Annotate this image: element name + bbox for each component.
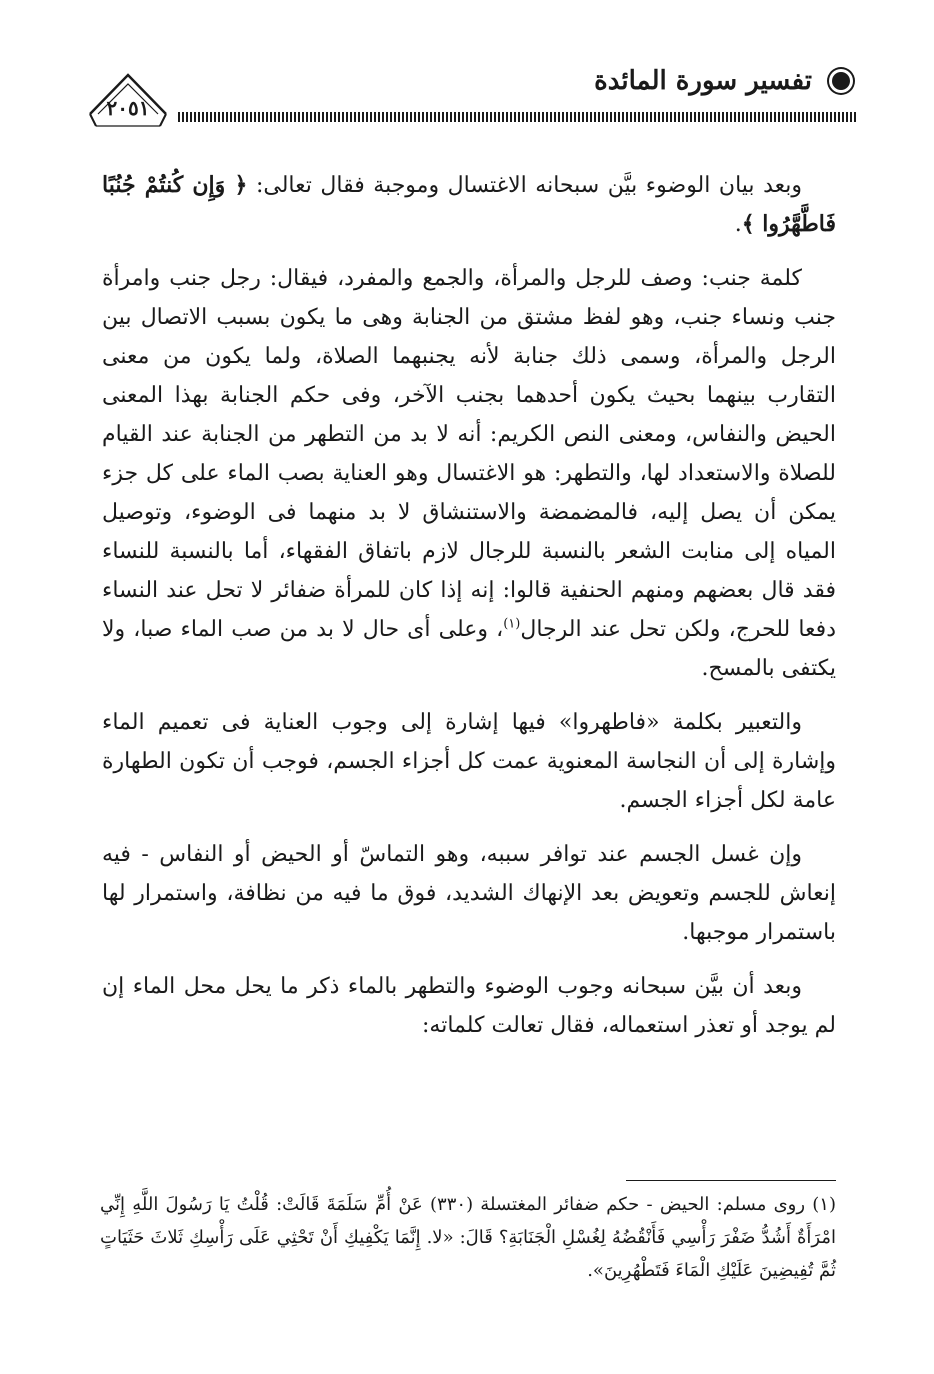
page-number: ٢٠٥١ bbox=[106, 96, 150, 120]
paragraph-2: كلمة جنب: وصف للرجل والمرأة، والجمع والمفرد، فيقال: رجل جنب وامرأة جنب ونساء جنب، وهو لفظ مشتق من الجنابة وهى ما يكون بسبب الاتصال بين الرجل والمرأة، وسمى ذلك جنابة لأنه يجنبهما الصلاة، ولما يكون من معنى التقارب بينهما بحيث يكون أحدهما بجنب الآخر، وفى حكم الجنابة بهذا المعنى الحيض والنفاس، ومعنى النص الكريم: أنه لا بد من التطهر من الجنابة عند القيام للصلاة والاستعداد لها، والتطهر: هو الاغتسال وهو العناية بصب الماء على كل جزء يمكن أن يصل إليه، فالمضمضة والاستنشاق لا بد منهما فى الوضوء، وتوصيل المياه إلى منابت الشعر بالنسبة للرجال لازم باتفاق الفقهاء، أما بالنسبة للنساء فقد قال بعضهم ومنهم الحنفية قالوا: إنه إذا كان للمرأة ضفائر لا تحل عند النساء دفعا للحرج، ولكن تحل عند الرجال$^{(١)}$، وعلى أى حال لا بد من صب الماء صبا، ولا يكتفى بالمسح. bbox=[102, 266, 837, 681]
ornament-icon bbox=[832, 72, 850, 90]
footnote-1: (١) روى مسلم: الحيض - حكم ضفائر المغتسلة (٣٣٠) عَنْ أُمِّ سَلَمَةَ قَالَتْ: قُلْتُ يَا رَسُولَ اللَّهِ إِنِّي امْرَأَةٌ أَشُدُّ ضَفْرَ رَأْسِي فَأَنْقُضُهُ لِغُسْلِ الْجَنَابَةِ؟ قَالَ: «لا. إِنَّمَا يَكْفِيكِ أَنْ تَحْثِي عَلَى رَأْسِكِ ثَلاثَ حَثَيَاتٍ ثُمَّ تُفِيضِينَ عَلَيْكِ الْمَاءَ فَتَطْهُرِينَ». bbox=[100, 1194, 836, 1281]
footnote-reference[interactable]: (١) bbox=[503, 616, 521, 632]
page-number-badge bbox=[86, 70, 170, 132]
main-text bbox=[102, 166, 836, 1060]
paragraph-3: والتعبير بكلمة «فاطهروا» فيها إشارة إلى وجوب العناية فى تعميم الماء وإشارة إلى أن النجاسة المعنوية عمت كل أجزاء الجسم، فوجب أن تكون الطهارة عامة لكل أجزاء الجسم. bbox=[102, 710, 836, 813]
page-header bbox=[86, 62, 856, 132]
header-rule bbox=[178, 112, 856, 122]
running-title: تفسير سورة المائدة bbox=[594, 66, 812, 96]
footnote-separator bbox=[626, 1180, 836, 1181]
footnotes bbox=[100, 1188, 836, 1287]
paragraph-5: وبعد أن بيَّن سبحانه وجوب الوضوء والتطهر بالماء ذكر ما يحل محل الماء إن لم يوجد أو تعذر استعماله، فقال تعالت كلماته: bbox=[102, 974, 836, 1038]
paragraph-4: وإن غسل الجسم عند توافر سببه، وهو التماسّ أو الحيض أو النفاس - فيه إنعاش للجسم وتعويض بعد الإنهاك الشديد، فوق ما فيه من نظافة، واستمرار لها باستمرار موجبها. bbox=[102, 842, 836, 945]
quran-verse: ﴿ وَإِن كُنتُمْ جُنُبًا فَاطَّهَّرُوا ﴾ bbox=[102, 172, 836, 237]
paragraph-1: وبعد بيان الوضوء بيَّن سبحانه الاغتسال وموجبة فقال تعالى: ﴿ وَإِن كُنتُمْ جُنُبًا فَاطَّهَّرُوا ﴾. bbox=[102, 172, 836, 237]
